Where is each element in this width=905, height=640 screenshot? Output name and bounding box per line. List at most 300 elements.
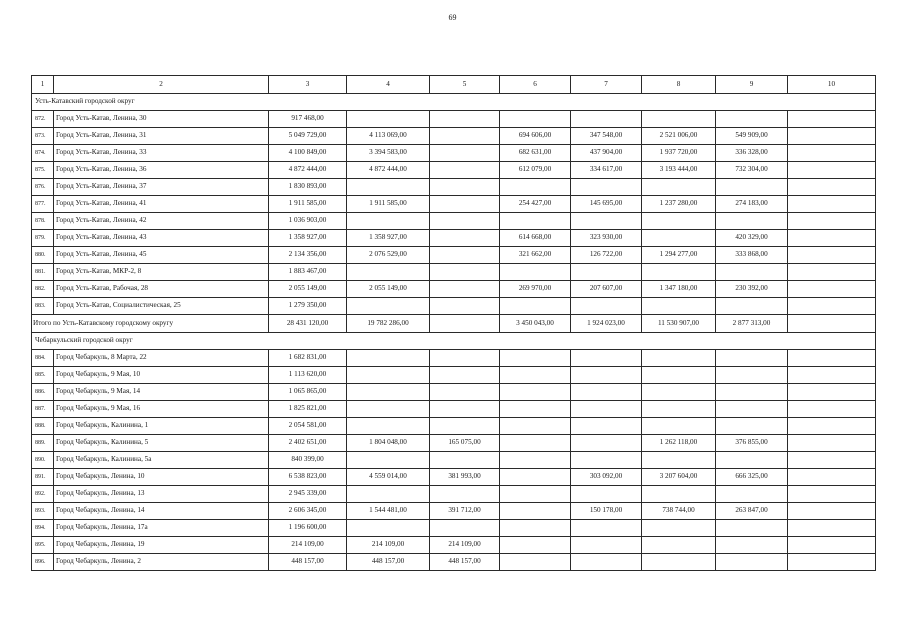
amount-cell xyxy=(788,401,876,418)
page-number: 69 xyxy=(448,13,457,22)
address-cell: Город Усть-Катав, МКР-2, 8 xyxy=(54,264,269,281)
row-number: 892. xyxy=(32,486,54,503)
address-cell: Город Чебаркуль, Ленина, 10 xyxy=(54,469,269,486)
amount-cell: 612 079,00 xyxy=(500,162,571,179)
amount-cell xyxy=(788,145,876,162)
column-header: 6 xyxy=(500,76,571,94)
amount-cell: 1 065 865,00 xyxy=(269,384,347,401)
amount-cell: 666 325,00 xyxy=(716,469,788,486)
amount-cell xyxy=(347,350,430,367)
table-row xyxy=(32,298,876,315)
amount-cell: 2 055 149,00 xyxy=(269,281,347,298)
row-number: 885. xyxy=(32,367,54,384)
amount-cell: 4 100 849,00 xyxy=(269,145,347,162)
address-cell: Город Чебаркуль, Ленина, 17а xyxy=(54,520,269,537)
amount-cell: 3 193 444,00 xyxy=(642,162,716,179)
amount-cell xyxy=(716,298,788,315)
row-number: 896. xyxy=(32,554,54,571)
amount-cell xyxy=(430,145,500,162)
amount-cell xyxy=(571,452,642,469)
table-row xyxy=(32,230,876,247)
section-header-row xyxy=(32,333,876,350)
address-cell: Город Усть-Катав, Ленина, 42 xyxy=(54,213,269,230)
amount-cell xyxy=(430,520,500,537)
amount-cell xyxy=(571,537,642,554)
amount-cell xyxy=(788,179,876,196)
amount-cell xyxy=(430,367,500,384)
address-cell: Город Усть-Катав, Ленина, 30 xyxy=(54,111,269,128)
amount-cell xyxy=(642,401,716,418)
amount-cell: 1 911 585,00 xyxy=(269,196,347,213)
amount-cell xyxy=(430,230,500,247)
amount-cell xyxy=(347,367,430,384)
total-amount-cell: 19 782 286,00 xyxy=(347,315,430,333)
amount-cell: 214 109,00 xyxy=(430,537,500,554)
amount-cell xyxy=(347,384,430,401)
amount-cell xyxy=(716,537,788,554)
row-number: 894. xyxy=(32,520,54,537)
amount-cell: 732 304,00 xyxy=(716,162,788,179)
row-number: 889. xyxy=(32,435,54,452)
amount-cell xyxy=(571,384,642,401)
amount-cell: 682 631,00 xyxy=(500,145,571,162)
amount-cell xyxy=(571,179,642,196)
row-number: 878. xyxy=(32,213,54,230)
amount-cell: 1 825 821,00 xyxy=(269,401,347,418)
amount-cell xyxy=(788,503,876,520)
amount-cell xyxy=(500,264,571,281)
amount-cell: 303 092,00 xyxy=(571,469,642,486)
table-row xyxy=(32,486,876,503)
amount-cell xyxy=(642,264,716,281)
amount-cell xyxy=(347,486,430,503)
amount-cell xyxy=(788,281,876,298)
amount-cell xyxy=(430,213,500,230)
table-row xyxy=(32,196,876,213)
row-number: 874. xyxy=(32,145,54,162)
total-amount-cell xyxy=(430,315,500,333)
amount-cell xyxy=(788,264,876,281)
amount-cell xyxy=(500,537,571,554)
table-row xyxy=(32,401,876,418)
amount-cell: 3 394 583,00 xyxy=(347,145,430,162)
column-header: 10 xyxy=(788,76,876,94)
amount-cell xyxy=(347,264,430,281)
amount-cell: 269 970,00 xyxy=(500,281,571,298)
amount-cell xyxy=(788,213,876,230)
amount-cell: 738 744,00 xyxy=(642,503,716,520)
amount-cell: 347 548,00 xyxy=(571,128,642,145)
total-row xyxy=(32,315,876,333)
total-amount-cell: 3 450 043,00 xyxy=(500,315,571,333)
address-cell: Город Чебаркуль, Калинина, 5а xyxy=(54,452,269,469)
amount-cell xyxy=(347,452,430,469)
amount-cell xyxy=(642,367,716,384)
address-cell: Город Чебаркуль, Ленина, 13 xyxy=(54,486,269,503)
amount-cell: 448 157,00 xyxy=(347,554,430,571)
row-number: 890. xyxy=(32,452,54,469)
amount-cell xyxy=(788,162,876,179)
amount-cell: 321 662,00 xyxy=(500,247,571,264)
amount-cell: 1 113 620,00 xyxy=(269,367,347,384)
column-header: 3 xyxy=(269,76,347,94)
amount-cell: 448 157,00 xyxy=(269,554,347,571)
amount-cell xyxy=(500,111,571,128)
table-row xyxy=(32,554,876,571)
section-header-row xyxy=(32,94,876,111)
amount-cell xyxy=(788,418,876,435)
amount-cell xyxy=(571,350,642,367)
amount-cell xyxy=(500,520,571,537)
amount-cell: 263 847,00 xyxy=(716,503,788,520)
table-body xyxy=(32,76,876,571)
amount-cell xyxy=(500,503,571,520)
address-cell: Город Чебаркуль, Ленина, 2 xyxy=(54,554,269,571)
amount-cell xyxy=(716,384,788,401)
address-cell: Город Усть-Катав, Ленина, 33 xyxy=(54,145,269,162)
amount-cell xyxy=(430,418,500,435)
amount-cell xyxy=(347,111,430,128)
amount-cell xyxy=(788,486,876,503)
amount-cell xyxy=(788,196,876,213)
amount-cell: 1 358 927,00 xyxy=(347,230,430,247)
total-amount-cell: 1 924 023,00 xyxy=(571,315,642,333)
amount-cell xyxy=(500,384,571,401)
amount-cell: 3 207 604,00 xyxy=(642,469,716,486)
table-row xyxy=(32,384,876,401)
amount-cell: 1 279 350,00 xyxy=(269,298,347,315)
amount-cell xyxy=(788,384,876,401)
row-number: 884. xyxy=(32,350,54,367)
amount-cell xyxy=(347,401,430,418)
amount-cell xyxy=(571,264,642,281)
amount-cell: 448 157,00 xyxy=(430,554,500,571)
amount-cell xyxy=(430,298,500,315)
amount-cell: 274 183,00 xyxy=(716,196,788,213)
amount-cell xyxy=(347,520,430,537)
amount-cell xyxy=(430,111,500,128)
table-row xyxy=(32,520,876,537)
amount-cell: 2 521 006,00 xyxy=(642,128,716,145)
amount-cell xyxy=(500,179,571,196)
table-row xyxy=(32,111,876,128)
table-row xyxy=(32,350,876,367)
amount-cell xyxy=(500,435,571,452)
row-number: 882. xyxy=(32,281,54,298)
column-header: 7 xyxy=(571,76,642,94)
amount-cell xyxy=(642,230,716,247)
table-row xyxy=(32,128,876,145)
amount-cell xyxy=(571,520,642,537)
amount-cell xyxy=(788,554,876,571)
address-cell: Город Усть-Катав, Ленина, 41 xyxy=(54,196,269,213)
amount-cell xyxy=(642,418,716,435)
address-cell: Город Усть-Катав, Социалистическая, 25 xyxy=(54,298,269,315)
table-row xyxy=(32,367,876,384)
amount-cell: 2 134 356,00 xyxy=(269,247,347,264)
amount-cell: 437 904,00 xyxy=(571,145,642,162)
amount-cell xyxy=(642,213,716,230)
amount-cell: 391 712,00 xyxy=(430,503,500,520)
amount-cell xyxy=(642,554,716,571)
amount-cell xyxy=(788,298,876,315)
row-number: 895. xyxy=(32,537,54,554)
amount-cell xyxy=(788,537,876,554)
address-cell: Город Усть-Катав, Рабочая, 28 xyxy=(54,281,269,298)
amount-cell xyxy=(571,213,642,230)
amount-cell xyxy=(716,401,788,418)
amount-cell xyxy=(430,128,500,145)
amount-cell xyxy=(430,486,500,503)
amount-cell xyxy=(716,367,788,384)
amount-cell xyxy=(347,418,430,435)
amount-cell xyxy=(430,384,500,401)
amount-cell xyxy=(430,401,500,418)
amount-cell xyxy=(716,179,788,196)
column-header: 9 xyxy=(716,76,788,94)
row-number: 872. xyxy=(32,111,54,128)
amount-cell xyxy=(716,213,788,230)
amount-cell: 1 544 481,00 xyxy=(347,503,430,520)
amount-cell: 1 883 467,00 xyxy=(269,264,347,281)
amount-cell: 381 993,00 xyxy=(430,469,500,486)
total-amount-cell: 11 530 907,00 xyxy=(642,315,716,333)
amount-cell: 2 076 529,00 xyxy=(347,247,430,264)
amount-cell xyxy=(716,520,788,537)
amount-cell: 1 830 893,00 xyxy=(269,179,347,196)
row-number: 887. xyxy=(32,401,54,418)
amount-cell xyxy=(571,367,642,384)
amount-cell xyxy=(500,213,571,230)
address-cell: Город Чебаркуль, Ленина, 14 xyxy=(54,503,269,520)
amount-cell: 2 402 651,00 xyxy=(269,435,347,452)
row-number: 875. xyxy=(32,162,54,179)
table-row xyxy=(32,469,876,486)
address-cell: Город Чебаркуль, 8 Марта, 22 xyxy=(54,350,269,367)
column-header: 5 xyxy=(430,76,500,94)
amount-cell xyxy=(788,435,876,452)
address-cell: Город Усть-Катав, Ленина, 36 xyxy=(54,162,269,179)
amount-cell xyxy=(430,196,500,213)
amount-cell xyxy=(347,213,430,230)
amount-cell: 150 178,00 xyxy=(571,503,642,520)
amount-cell xyxy=(571,418,642,435)
amount-cell xyxy=(430,247,500,264)
table-row xyxy=(32,435,876,452)
amount-cell xyxy=(788,469,876,486)
amount-cell xyxy=(716,554,788,571)
amount-cell xyxy=(716,264,788,281)
amount-cell: 4 113 069,00 xyxy=(347,128,430,145)
amount-cell xyxy=(347,298,430,315)
row-number: 881. xyxy=(32,264,54,281)
amount-cell xyxy=(500,418,571,435)
header-row xyxy=(32,76,876,94)
amount-cell xyxy=(788,452,876,469)
amount-cell: 1 358 927,00 xyxy=(269,230,347,247)
row-number: 879. xyxy=(32,230,54,247)
table-row xyxy=(32,162,876,179)
column-header: 1 xyxy=(32,76,54,94)
total-amount-cell xyxy=(788,315,876,333)
amount-cell xyxy=(642,179,716,196)
amount-cell: 323 930,00 xyxy=(571,230,642,247)
table-row xyxy=(32,281,876,298)
amount-cell xyxy=(642,111,716,128)
section-title: Чебаркульский городской округ xyxy=(32,333,876,350)
amount-cell: 420 329,00 xyxy=(716,230,788,247)
amount-cell xyxy=(347,179,430,196)
amount-cell xyxy=(571,401,642,418)
amount-cell xyxy=(788,350,876,367)
amount-cell: 2 055 149,00 xyxy=(347,281,430,298)
amount-cell: 333 868,00 xyxy=(716,247,788,264)
amount-cell: 4 559 014,00 xyxy=(347,469,430,486)
amount-cell xyxy=(788,367,876,384)
amount-cell: 145 695,00 xyxy=(571,196,642,213)
address-cell: Город Усть-Катав, Ленина, 45 xyxy=(54,247,269,264)
amount-cell xyxy=(500,350,571,367)
amount-cell xyxy=(500,554,571,571)
amount-cell: 254 427,00 xyxy=(500,196,571,213)
row-number: 883. xyxy=(32,298,54,315)
total-amount-cell: 2 877 313,00 xyxy=(716,315,788,333)
address-cell: Город Усть-Катав, Ленина, 43 xyxy=(54,230,269,247)
table-row xyxy=(32,179,876,196)
amount-cell: 336 328,00 xyxy=(716,145,788,162)
amount-cell xyxy=(571,486,642,503)
amount-cell xyxy=(430,350,500,367)
row-number: 880. xyxy=(32,247,54,264)
table-row xyxy=(32,213,876,230)
address-cell: Город Чебаркуль, 9 Мая, 16 xyxy=(54,401,269,418)
amount-cell xyxy=(716,350,788,367)
column-header: 8 xyxy=(642,76,716,94)
amount-cell: 1 937 720,00 xyxy=(642,145,716,162)
amount-cell: 2 945 339,00 xyxy=(269,486,347,503)
amount-cell: 1 196 600,00 xyxy=(269,520,347,537)
amount-cell xyxy=(571,298,642,315)
amount-cell xyxy=(500,452,571,469)
amount-cell: 1 294 277,00 xyxy=(642,247,716,264)
amount-cell xyxy=(500,486,571,503)
amount-cell: 840 399,00 xyxy=(269,452,347,469)
amount-cell: 165 075,00 xyxy=(430,435,500,452)
address-cell: Город Чебаркуль, Ленина, 19 xyxy=(54,537,269,554)
amount-cell xyxy=(642,537,716,554)
row-number: 877. xyxy=(32,196,54,213)
amount-cell: 1 262 118,00 xyxy=(642,435,716,452)
amount-cell: 694 606,00 xyxy=(500,128,571,145)
amount-cell xyxy=(642,486,716,503)
amount-cell xyxy=(716,418,788,435)
amount-cell: 126 722,00 xyxy=(571,247,642,264)
amount-cell xyxy=(716,111,788,128)
address-cell: Город Чебаркуль, 9 Мая, 10 xyxy=(54,367,269,384)
amount-cell xyxy=(571,554,642,571)
column-header: 2 xyxy=(54,76,269,94)
amount-cell xyxy=(430,452,500,469)
amount-cell xyxy=(430,162,500,179)
amount-cell xyxy=(788,111,876,128)
address-cell: Город Чебаркуль, 9 Мая, 14 xyxy=(54,384,269,401)
amount-cell: 334 617,00 xyxy=(571,162,642,179)
amount-cell: 1 804 048,00 xyxy=(347,435,430,452)
amount-cell: 214 109,00 xyxy=(269,537,347,554)
amount-cell xyxy=(788,230,876,247)
row-number: 891. xyxy=(32,469,54,486)
amount-cell: 1 911 585,00 xyxy=(347,196,430,213)
amount-cell xyxy=(716,486,788,503)
section-title: Усть-Катавский городской округ xyxy=(32,94,876,111)
amount-cell: 549 909,00 xyxy=(716,128,788,145)
amount-cell xyxy=(642,350,716,367)
amount-cell: 1 347 180,00 xyxy=(642,281,716,298)
address-cell: Город Усть-Катав, Ленина, 37 xyxy=(54,179,269,196)
amount-cell xyxy=(500,367,571,384)
amount-cell xyxy=(788,520,876,537)
row-number: 888. xyxy=(32,418,54,435)
table-row xyxy=(32,537,876,554)
table-row xyxy=(32,503,876,520)
amount-cell xyxy=(642,452,716,469)
amount-cell xyxy=(500,401,571,418)
amount-cell: 376 855,00 xyxy=(716,435,788,452)
amount-cell: 230 392,00 xyxy=(716,281,788,298)
amount-cell xyxy=(571,435,642,452)
amount-cell: 4 872 444,00 xyxy=(269,162,347,179)
amount-cell: 207 607,00 xyxy=(571,281,642,298)
amount-cell xyxy=(430,179,500,196)
table-row xyxy=(32,418,876,435)
column-header: 4 xyxy=(347,76,430,94)
row-number: 893. xyxy=(32,503,54,520)
amount-cell xyxy=(430,264,500,281)
amount-cell xyxy=(788,128,876,145)
amount-cell xyxy=(571,111,642,128)
amount-cell: 1 237 280,00 xyxy=(642,196,716,213)
amount-cell xyxy=(716,452,788,469)
amount-cell: 1 682 831,00 xyxy=(269,350,347,367)
amount-cell: 4 872 444,00 xyxy=(347,162,430,179)
amount-cell xyxy=(430,281,500,298)
table-row xyxy=(32,145,876,162)
amount-cell: 6 538 823,00 xyxy=(269,469,347,486)
total-label: Итого по Усть-Катавскому городскому округу xyxy=(32,315,269,333)
table-row xyxy=(32,264,876,281)
capital-repair-table xyxy=(31,75,876,571)
amount-cell xyxy=(642,298,716,315)
amount-cell xyxy=(642,520,716,537)
amount-cell xyxy=(500,469,571,486)
address-cell: Город Чебаркуль, Калинина, 5 xyxy=(54,435,269,452)
amount-cell: 614 668,00 xyxy=(500,230,571,247)
amount-cell: 2 606 345,00 xyxy=(269,503,347,520)
table-row xyxy=(32,247,876,264)
amount-cell: 2 054 581,00 xyxy=(269,418,347,435)
address-cell: Город Чебаркуль, Калинина, 1 xyxy=(54,418,269,435)
amount-cell: 917 468,00 xyxy=(269,111,347,128)
row-number: 876. xyxy=(32,179,54,196)
amount-cell xyxy=(500,298,571,315)
row-number: 886. xyxy=(32,384,54,401)
address-cell: Город Усть-Катав, Ленина, 31 xyxy=(54,128,269,145)
amount-cell: 1 036 903,00 xyxy=(269,213,347,230)
total-amount-cell: 28 431 120,00 xyxy=(269,315,347,333)
amount-cell: 5 049 729,00 xyxy=(269,128,347,145)
amount-cell: 214 109,00 xyxy=(347,537,430,554)
row-number: 873. xyxy=(32,128,54,145)
